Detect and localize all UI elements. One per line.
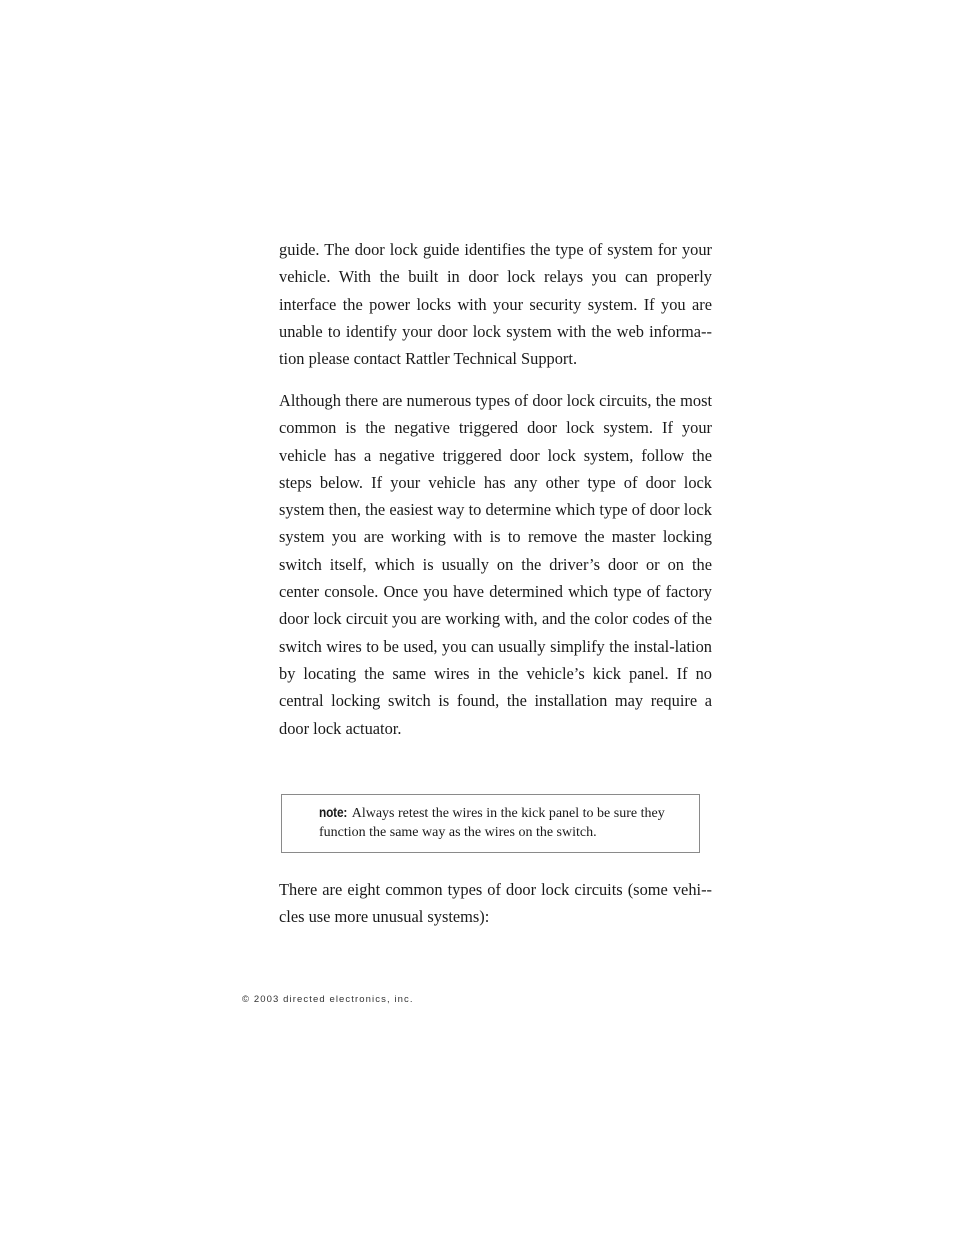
note-box — [281, 794, 700, 853]
paragraph-text: There are eight common types of door lock circuits (some vehi-cles use more unusual systems): — [279, 880, 712, 927]
note-text: Always retest the wires in the kick panel to be sure they function the same way as the wires on the switch. — [319, 806, 665, 840]
paragraph-eight-types — [279, 876, 712, 931]
paragraph-door-lock-circuits — [279, 387, 712, 742]
footer-copyright: © 2003 directed electronics, inc. — [242, 994, 414, 1005]
note-content — [319, 804, 679, 842]
note-label: note: — [319, 805, 348, 820]
paragraph-text: guide. The door lock guide identifies the type of system for your vehicle. With the built in door lock relays you can properly interface the power locks with your security system. If you are unable to identify your door lock system with the web informa-tion please contact Rattler Technical Support. — [279, 240, 712, 369]
paragraph-text: Although there are numerous types of door lock circuits, the most common is the negative triggered door lock system. If your vehicle has a negative triggered door lock system, follow the steps below. If your vehicle has any other type of door lock system then, the easiest way to determine which type of door lock system you are working with is to remove the master locking switch itself, which is usually on the driver’s door or on the center console. Once you have determined which type of factory door lock circuit you are working with, and the color codes of the switch wires to be used, you can usually simplify the instal-lation by locating the same wires in the vehicle’s kick panel. If no central locking switch is found, the installation may require a door lock actuator. — [279, 391, 712, 738]
paragraph-door-lock-guide — [279, 236, 712, 372]
